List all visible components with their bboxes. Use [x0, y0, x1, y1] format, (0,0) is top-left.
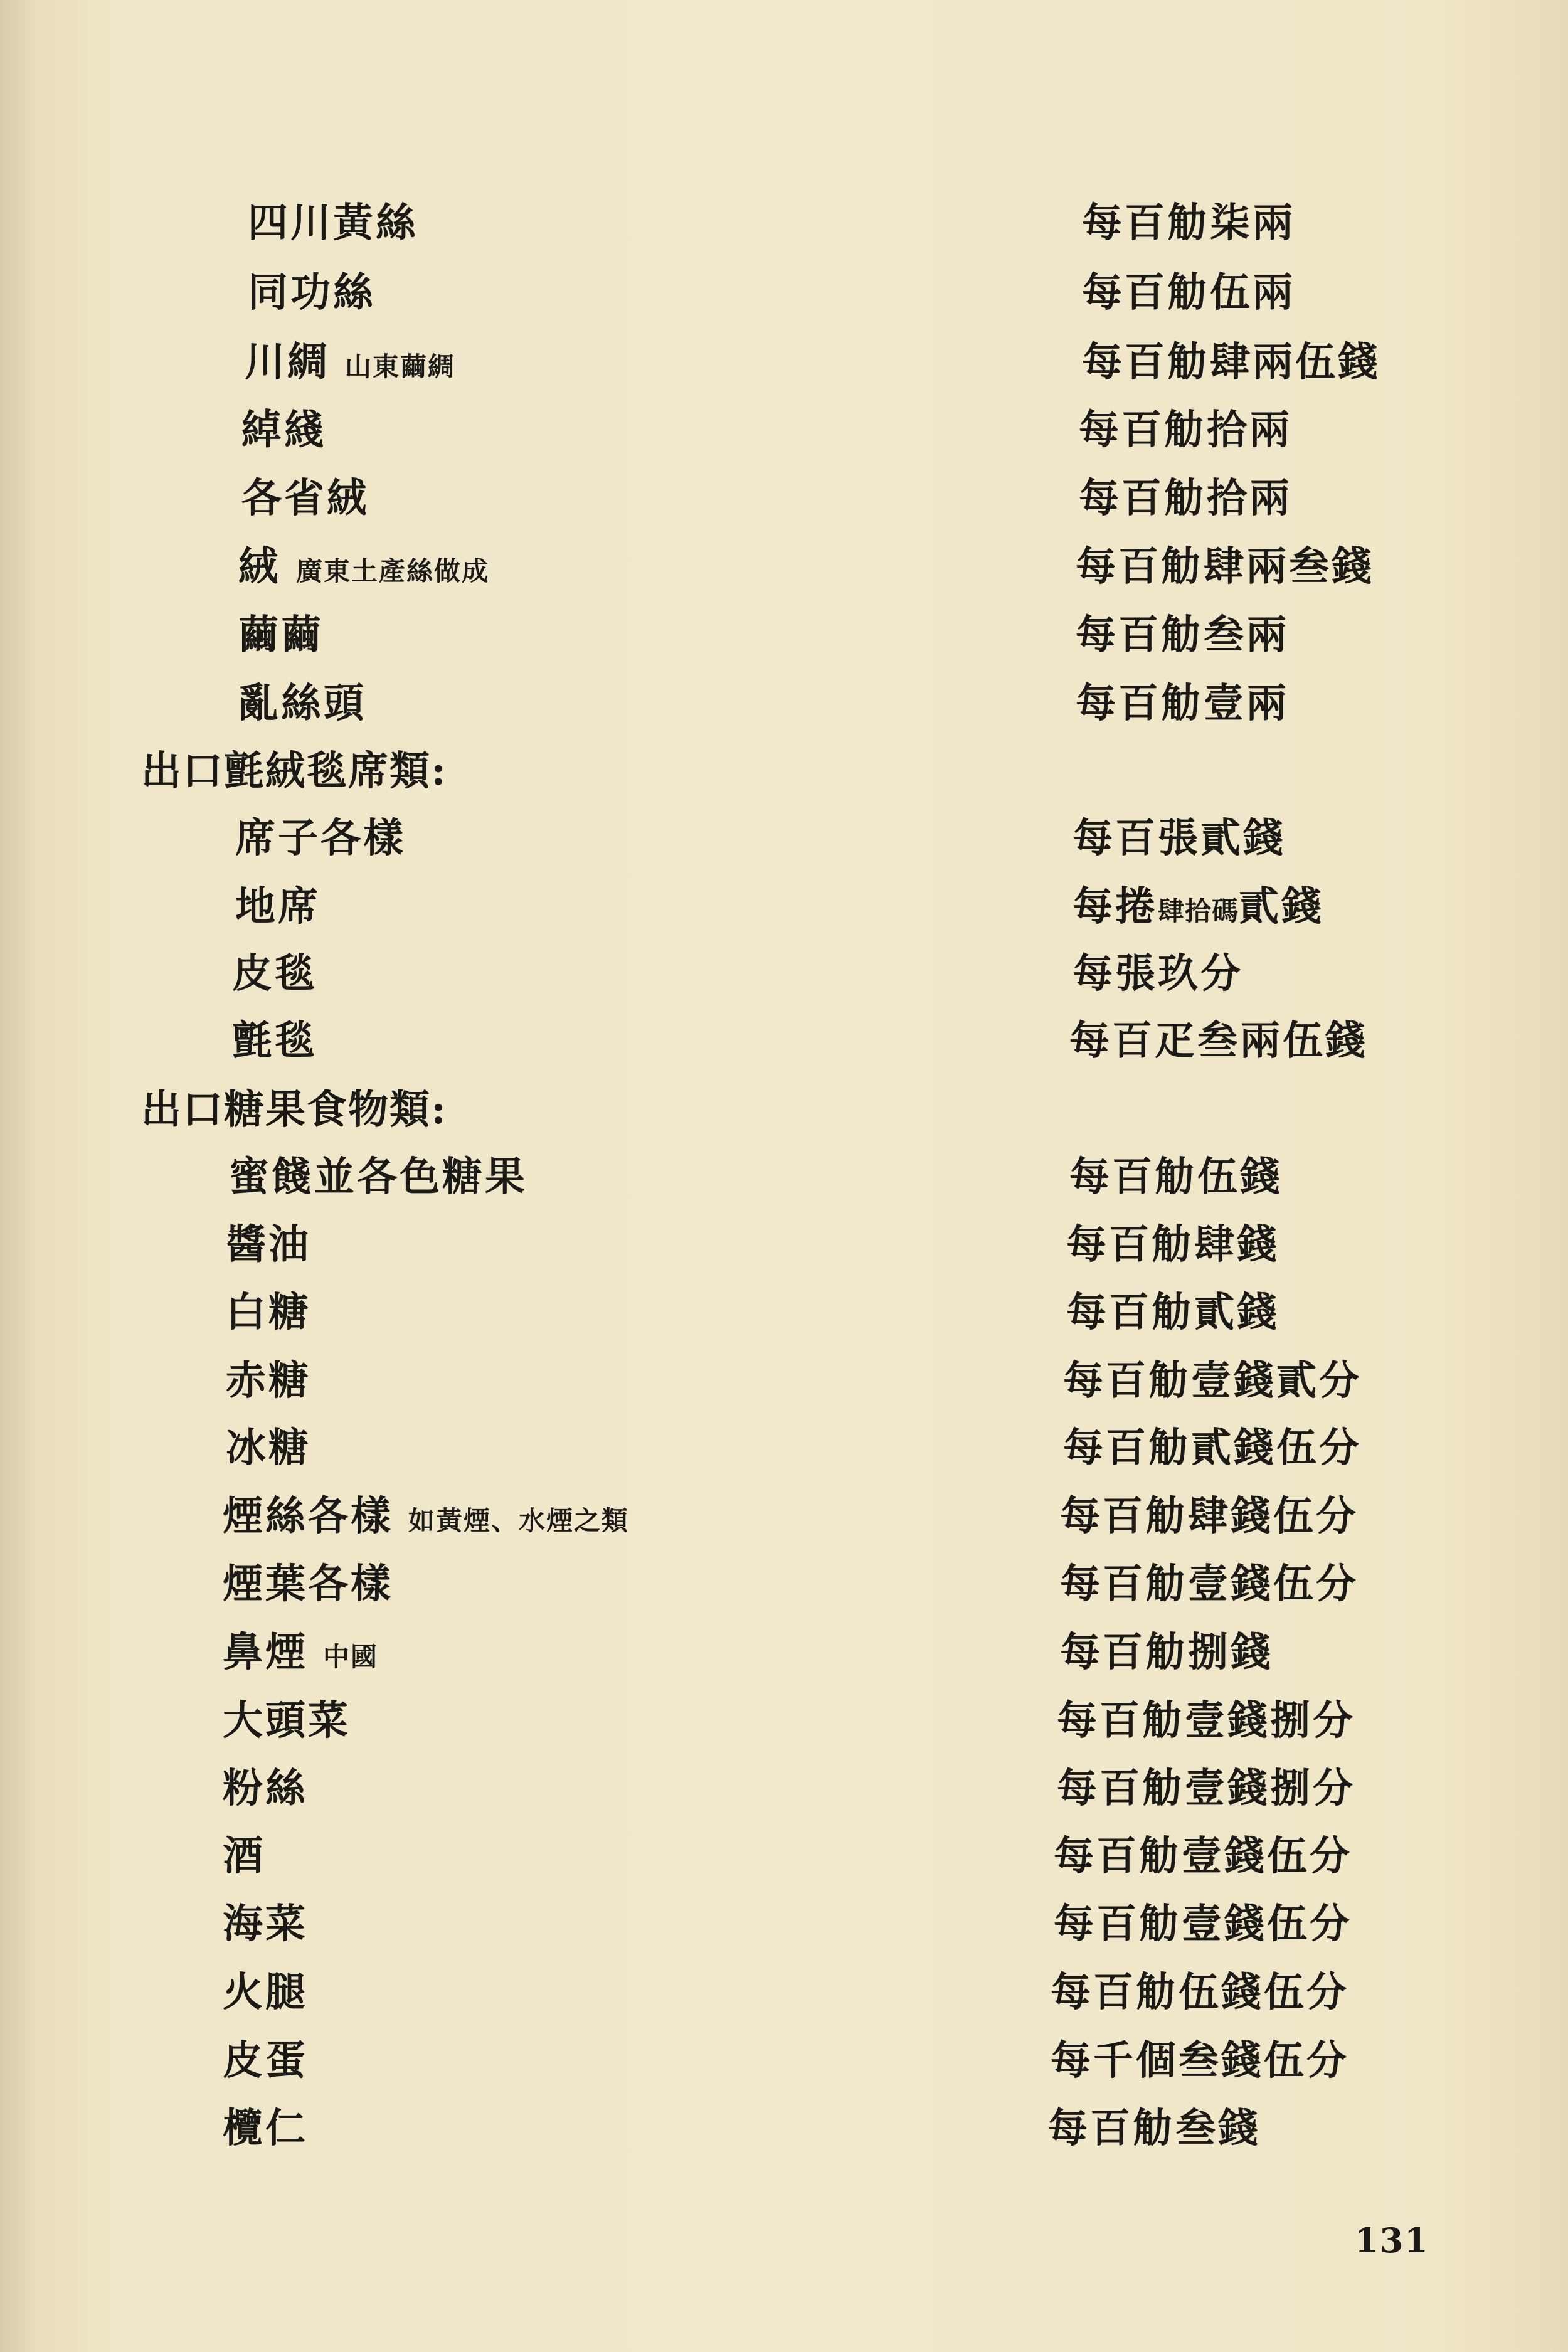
section-heading-label — [141, 1079, 447, 1142]
tariff-row — [0, 1281, 1568, 1344]
item-name — [226, 1350, 311, 1412]
tariff-row — [0, 672, 1568, 735]
tariff-row — [0, 1825, 1568, 1888]
item-name-text: 煙絲各樣 — [223, 1493, 393, 1540]
item-name-text: 鼻煙 — [223, 1629, 308, 1676]
item-name-text: 出口糖果食物類: — [141, 1086, 447, 1133]
duty-rate — [1073, 876, 1324, 943]
item-name — [223, 2097, 308, 2160]
tariff-row — [0, 1961, 1568, 2024]
duty-rate: 每百張貳錢 — [1073, 815, 1286, 862]
item-note: 廣東土產絲做成 — [296, 556, 490, 586]
item-name-text: 亂絲頭 — [238, 680, 366, 727]
item-name-text: 蜜餞並各色糖果 — [229, 1153, 527, 1200]
tariff-row — [0, 807, 1568, 870]
item-name — [223, 1893, 308, 1956]
tariff-row — [0, 604, 1568, 667]
duty-rate: 每張玖分 — [1073, 950, 1243, 997]
item-name — [248, 262, 376, 324]
item-name-text: 繭繭 — [238, 612, 324, 659]
item-name — [245, 331, 455, 398]
item-name-text: 氈毯 — [232, 1017, 317, 1064]
tariff-row — [0, 2030, 1568, 2092]
duty-rate: 每百疋叁兩伍錢 — [1069, 1017, 1368, 1064]
item-name-text: 冰糖 — [226, 1424, 311, 1471]
item-name — [223, 2030, 308, 2092]
item-name — [235, 807, 406, 870]
item-name-text: 皮蛋 — [223, 2037, 308, 2084]
tariff-row — [0, 262, 1568, 324]
item-name-text: 四川黃絲 — [248, 199, 418, 246]
item-name-text: 川綢 — [245, 339, 330, 386]
tariff-row — [0, 1350, 1568, 1412]
duty-rate: 每百觔捌錢 — [1060, 1629, 1273, 1676]
item-name — [223, 1825, 265, 1888]
item-name — [223, 1961, 308, 2024]
item-name-text: 白糖 — [226, 1289, 311, 1336]
duty-rate: 每百觔拾兩 — [1079, 475, 1292, 522]
item-note: 如黃煙、水煙之類 — [408, 1505, 630, 1536]
duty-rate: 每百觔壹錢貳分 — [1063, 1357, 1362, 1404]
item-name-text: 同功絲 — [248, 269, 376, 316]
item-name-text: 醬油 — [226, 1221, 311, 1268]
item-name-text: 綽綫 — [241, 406, 327, 453]
duty-rate: 每百觔壹錢伍分 — [1054, 1900, 1352, 1947]
item-name-text: 酒 — [223, 1833, 265, 1880]
tariff-row — [0, 331, 1568, 394]
item-name — [232, 943, 317, 1005]
item-name-text: 席子各樣 — [235, 815, 406, 862]
item-name-text: 粉絲 — [223, 1765, 308, 1812]
item-name-text: 出口氈絨毯席類: — [141, 748, 447, 795]
duty-rate: 每百觔伍錢 — [1069, 1153, 1283, 1200]
duty-rate-part: 肆拾碼 — [1158, 896, 1239, 926]
item-name-text: 地席 — [235, 883, 320, 930]
tariff-row — [0, 1485, 1568, 1548]
tariff-row — [0, 467, 1568, 530]
duty-rate: 每百觔壹錢伍分 — [1054, 1833, 1352, 1880]
item-name — [241, 467, 369, 530]
duty-rate: 每百觔叁錢 — [1047, 2105, 1261, 2152]
item-note: 中國 — [323, 1641, 379, 1672]
item-name-text: 煙葉各樣 — [223, 1560, 393, 1608]
tariff-row — [0, 876, 1568, 938]
item-name — [223, 1757, 308, 1820]
item-name-text: 欖仁 — [223, 2105, 308, 2152]
section-heading — [0, 740, 1568, 803]
item-name — [232, 1010, 317, 1073]
tariff-row — [0, 1757, 1568, 1820]
duty-rate: 每百觔肆錢伍分 — [1060, 1493, 1359, 1540]
tariff-row — [0, 536, 1568, 598]
duty-rate: 每百觔伍錢伍分 — [1051, 1969, 1349, 2016]
item-name-text: 絨 — [238, 543, 281, 590]
tariff-row — [0, 1553, 1568, 1616]
section-heading — [0, 1079, 1568, 1142]
duty-rate: 每百觔伍兩 — [1082, 269, 1295, 316]
item-name — [226, 1417, 311, 1480]
tariff-row — [0, 943, 1568, 1005]
duty-rate: 每百觔貳錢 — [1066, 1289, 1279, 1336]
tariff-row — [0, 2097, 1568, 2160]
page-number: 131 — [1355, 2220, 1429, 2260]
duty-rate: 每百觔壹錢捌分 — [1057, 1697, 1355, 1744]
tariff-row — [0, 1146, 1568, 1209]
duty-rate: 每千個叁錢伍分 — [1051, 2037, 1349, 2084]
duty-rate: 每百觔肆兩伍錢 — [1082, 339, 1380, 386]
tariff-row — [0, 399, 1568, 462]
item-name — [238, 672, 366, 735]
item-name — [241, 399, 327, 462]
duty-rate: 每百觔壹錢捌分 — [1057, 1765, 1355, 1812]
duty-rate: 每百觔壹錢伍分 — [1060, 1560, 1359, 1608]
item-name — [238, 536, 489, 603]
item-name — [226, 1281, 311, 1344]
item-name — [235, 876, 320, 938]
tariff-row — [0, 1417, 1568, 1480]
item-name-text: 大頭菜 — [223, 1697, 351, 1744]
duty-rate: 每百觔肆錢 — [1066, 1221, 1279, 1268]
item-name — [223, 1690, 351, 1752]
duty-rate: 每百觔肆兩叁錢 — [1076, 543, 1374, 590]
item-name-text: 火腿 — [223, 1969, 308, 2016]
item-note: 山東繭綢 — [345, 351, 456, 382]
item-name — [226, 1214, 311, 1276]
item-name — [223, 1553, 393, 1616]
duty-rate: 每百觔壹兩 — [1076, 680, 1289, 727]
item-name — [229, 1146, 527, 1209]
item-name — [238, 604, 324, 667]
duty-rate-part: 每捲 — [1073, 883, 1158, 930]
item-name-text: 赤糖 — [226, 1357, 311, 1404]
tariff-row — [0, 1690, 1568, 1752]
tariff-row — [0, 1214, 1568, 1276]
item-name-text: 各省絨 — [241, 475, 369, 522]
section-heading-label — [141, 740, 447, 803]
duty-rate: 每百觔叁兩 — [1076, 612, 1289, 659]
item-name-text: 海菜 — [223, 1900, 308, 1947]
duty-rate: 每百觔拾兩 — [1079, 406, 1292, 453]
item-name — [248, 192, 418, 255]
item-name-text: 皮毯 — [232, 950, 317, 997]
item-name — [223, 1621, 378, 1688]
duty-rate: 每百觔柒兩 — [1082, 199, 1295, 246]
duty-rate: 每百觔貳錢伍分 — [1063, 1424, 1362, 1471]
tariff-row — [0, 1010, 1568, 1073]
tariff-row — [0, 1893, 1568, 1956]
duty-rate-part: 貳錢 — [1239, 883, 1325, 930]
tariff-row — [0, 192, 1568, 255]
item-name — [223, 1485, 629, 1552]
tariff-row — [0, 1621, 1568, 1684]
